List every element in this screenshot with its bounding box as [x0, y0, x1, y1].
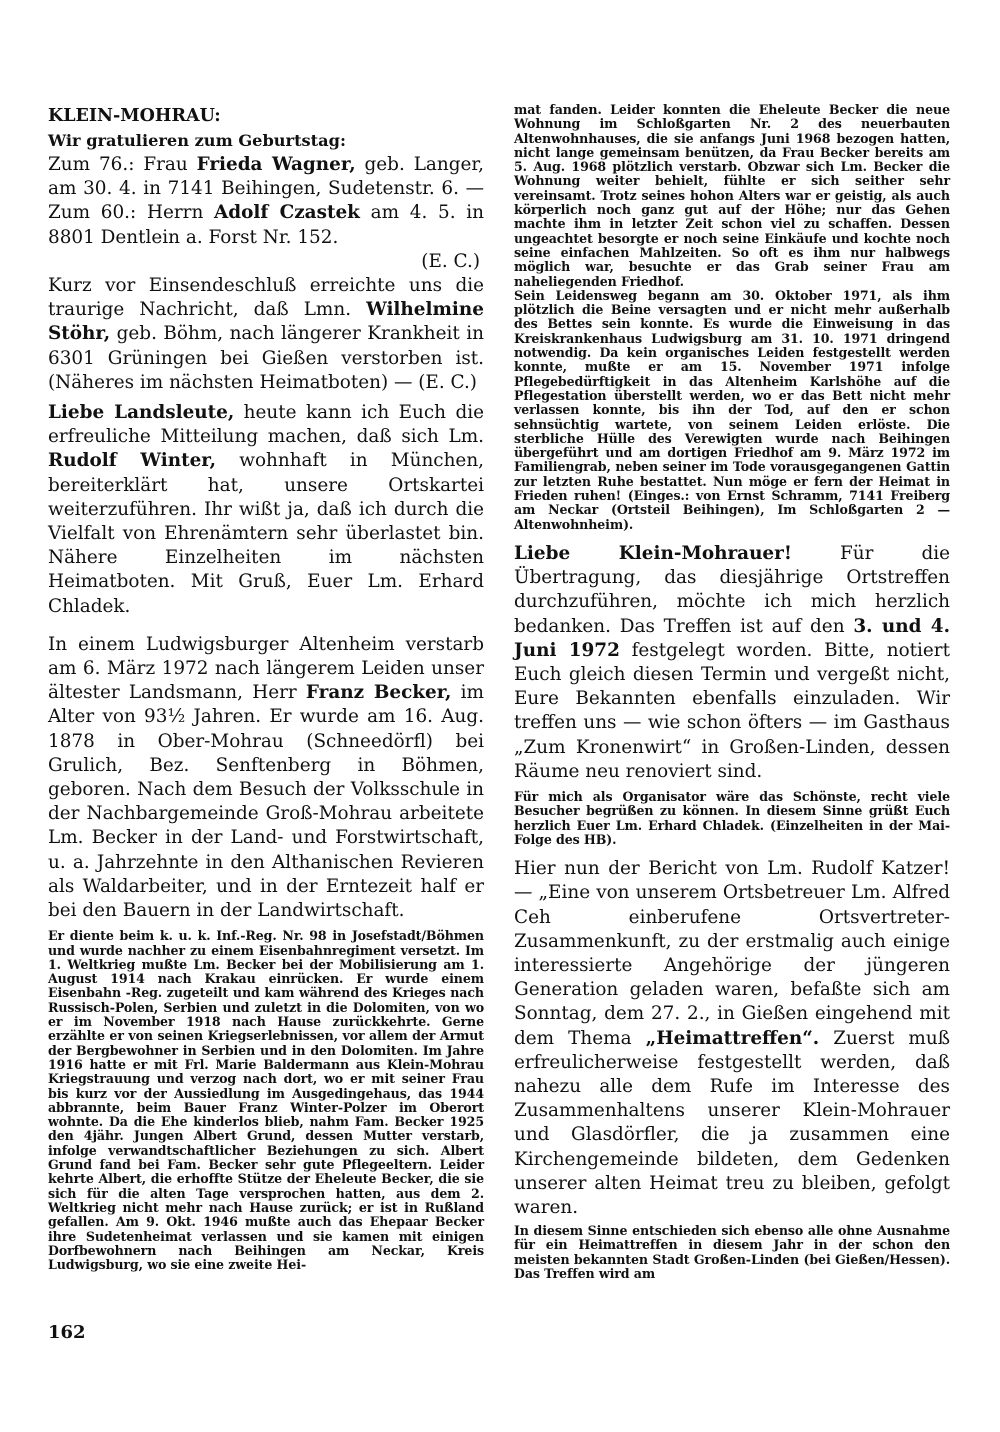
birthday-subheading: Wir gratulieren zum Geburtstag:: [48, 131, 346, 150]
obituary-continued-paragraph: mat fanden. Leider konnten die Eheleute Becker die neue Wohnung im Schloßgarten Nr. 2 des neuerbauten Altenwohnhauses, die sie anfangs Juni 1968 bezogen hatten, nicht lange gemeinsam benützen, da Frau Becker bereits am 5. Aug. 1968 plötzlich verstarb. Obzwar sich Lm. Becker die Wohnung weiter behielt, fühlte er sich seither sehr vereinsamt. Trotz seines hohon Alters war er geistig, als auch körperlich noch ganz gut auf der Höhe; nur das Gehen machte ihm in letzter Zeit schon viel zu schaffen. Dessen ungeachtet besorgte er noch seine Einkäufe und kochte noch seine einfachen Mahlzeiten. So oft es ihm nur halbwegs möglich war, besuchte er das Grab seiner Frau am naheliegenden Friedhof.: [514, 102, 950, 289]
meeting-announcement-paragraph: Liebe Klein-Mohrauer! Für die Übertragung, das diesjährige Ortstreffen durchzuführen, möchte ich mich herzlich bedanken. Das Treffen ist auf den 3. und 4. Juni 1972 festgelegt worden. Bitte, notiert Euch gleich diesen Termin und vergeßt nicht, Eure Bekannten ebenfalls einzuladen. Wir treffen uns — wie schon öfters — im Gasthaus „Zum Kronenwirt“ in Großen-Linden, dessen Räume neu renoviert sind.: [514, 542, 950, 782]
decision-paragraph: In diesem Sinne entschieden sich ebenso alle ohne Ausnahme für ein Heimattreffen in diesem Jahr in der schon den meisten bekannten Stadt Großen-Linden (bei Gießen/Hessen). Das Treffen wird am: [514, 1223, 950, 1282]
announcement-paragraph: Liebe Landsleute, heute kann ich Euch die erfreuliche Mitteilung machen, daß sich Lm. Rudolf Winter, wohnhaft in München, bereiterklärt hat, unsere Ortskartei weiterzuführen. Ihr wißt ja, daß ich durch die Vielfalt von Ehrenämtern sehr überlastet bin. Nähere Einzelheiten im nächsten Heimatboten. Mit Gruß, Euer Lm. Erhard Chladek.: [48, 402, 485, 617]
obituary-detail-paragraph: Er diente beim k. u. k. Inf.-Reg. Nr. 98 in Josefstadt/Böhmen und wurde nachher zu einem Eisenbahnregiment versetzt. Im 1. Weltkrieg mußte Lm. Becker bei der Mobilisierung am 1. August 1914 nach Krakau einrücken. Er wurde einem Eisenbahn -Reg. zugeteilt und kam während des Krieges nach Russisch-Polen, Serbien und zuletzt in die Dolomiten, von wo er im November 1918 nach Hause zurückkehrte. Gerne erzählte er von seinen Kriegserlebnissen, vor allem der Armut der Bergbewohner in Serbien und in den Dolomiten. Im Jahre 1916 hatte er mit Frl. Marie Baldermann aus Klein-Mohrau Kriegstrauung und verzog nach dort, wo er mit seiner Frau bis kurz vor der Aussiedlung im Ausgedingehaus, das 1944 abbrannte, beim Bauer Franz Winter-Polzer im Oberort wohnte. Da die Ehe kinderlos blieb, nahm Fam. Becker 1925 den 4jähr. Jungen Albert Grund, dessen Mutter verstarb, infolge verwandtschaftlicher Beziehungen zu sich. Albert Grund fand bei Fam. Becker sehr gute Pflegeeltern. Leider kehrte Albert, die erhoffte Stütze der Eheleute Becker, die sie sich für die alten Tage versprochen hatten, aus dem 2. Weltkrieg nicht mehr nach Hause zurück; er ist in Rußland gefallen. Am 9. Okt. 1946 mußte auch das Ehepaar Becker ihre Sudetenheimat verlassen und sie kamen mit einigen Dorfbewohnern nach Beihingen am Neckar, Kreis Ludwigsburg, wo sie eine zweite Hei-: [48, 928, 484, 1273]
section-heading: KLEIN-MOHRAU:: [48, 106, 221, 126]
report-paragraph: Hier nun der Bericht von Lm. Rudolf Katzer! — „Eine von unserem Ortsbetreuer Lm. Alfred Ceh einberufene Ortsvertreter-Zusammenkunft, zu der erstmalig auch einige interessierte Angehörige der jüngeren Generation geladen waren, befaßte sich am Sonntag, dem 27. 2., in Gießen eingehend mit dem Thema „Heimattreffen“. Zuerst muß erfreulicherweise festgestellt werden, daß nahezu alle dem Rufe im Interesse des Zusammenhaltens unserer Klein-Mohrauer und Glasdörfler, die ja zusammen eine Kirchengemeinde bildeten, dem Gedenken unserer alten Heimat treu zu bleiben, gefolgt waren.: [514, 858, 950, 1218]
left-column: [48, 103, 484, 1272]
death-notice-paragraph: Kurz vor Einsendeschluß erreichte uns die traurige Nachricht, daß Lmn. Wilhelmine Stöhr, geb. Böhm, nach längerer Krankheit in 6301 Grüningen bei Gießen verstorben ist. (Näheres im nächsten Heimatboten) — (E. C.): [48, 275, 484, 393]
page-number: 162: [48, 1322, 86, 1343]
organizer-note-paragraph: Für mich als Organisator wäre das Schönste, recht viele Besucher begrüßen zu können. In diesem Sinne grüßt Euch herzlich Euer Lm. Erhard Chladek. (Einzelheiten in der Mai-Folge des HB).: [514, 788, 950, 847]
birthday-paragraph: Zum 76.: Frau Frieda Wagner, geb. Langer, am 30. 4. in 7141 Beihingen, Sudetenstr. 6. — Zum 60.: Herrn Adolf Czastek am 4. 5. in 8801 Dentlein a. Forst Nr. 152.: [48, 154, 485, 248]
right-column: [514, 103, 950, 1281]
obituary-paragraph: In einem Ludwigsburger Altenheim verstarb am 6. März 1972 nach längerem Leiden unser ältester Landsmann, Herr Franz Becker, im Alter von 93½ Jahren. Er wurde am 16. Aug. 1878 in Ober-Mohrau (Schneedörfl) bei Grulich, Bez. Senftenberg in Böhmen, geboren. Nach dem Besuch der Volksschule in der Nachbargemeinde Groß-Mohrau arbeitete Lm. Becker in der Land- und Forstwirtschaft, u. a. Jahrzehnte in den Althanischen Revieren als Waldarbeiter, und in der Erntezeit half er bei den Bauern in der Landwirtschaft.: [48, 633, 484, 922]
author-initials: (E. C.): [421, 250, 480, 272]
illness-paragraph: Sein Leidensweg begann am 30. Oktober 1971, als ihm plötzlich die Beine versagten und er nicht mehr außerhalb des Bettes sein konnte. Es wurde die Einweisung in das Kreiskrankenhaus Ludwigsburg am 31. 10. 1971 dringend notwendig. Da kein organisches Leiden festgestellt werden konnte, mußte er am 15. November 1971 infolge Pflegebedürftigkeit in das Altenheim Karlshöhe auf die Pflegestation überstellt werden, wo er das Bett nicht mehr verlassen konnte, bis ihn der Tod, auf den er schon sehnsüchtig wartete, von seinem Leiden erlöste. Die sterbliche Hülle des Verewigten wurde nach Beihingen übergeführt und am dortigen Friedhof am 9. März 1972 im Familiengrab, neben seiner im Tode vorausgegangenen Gattin zur letzten Ruhe bestattet. Nun möge er fern der Heimat in Frieden ruhen! (Einges.: von Ernst Schramm, 7141 Freiberg am Neckar (Ortsteil Beihingen), Im Schloßgarten 2 — Altenwohnheim).: [514, 287, 950, 532]
